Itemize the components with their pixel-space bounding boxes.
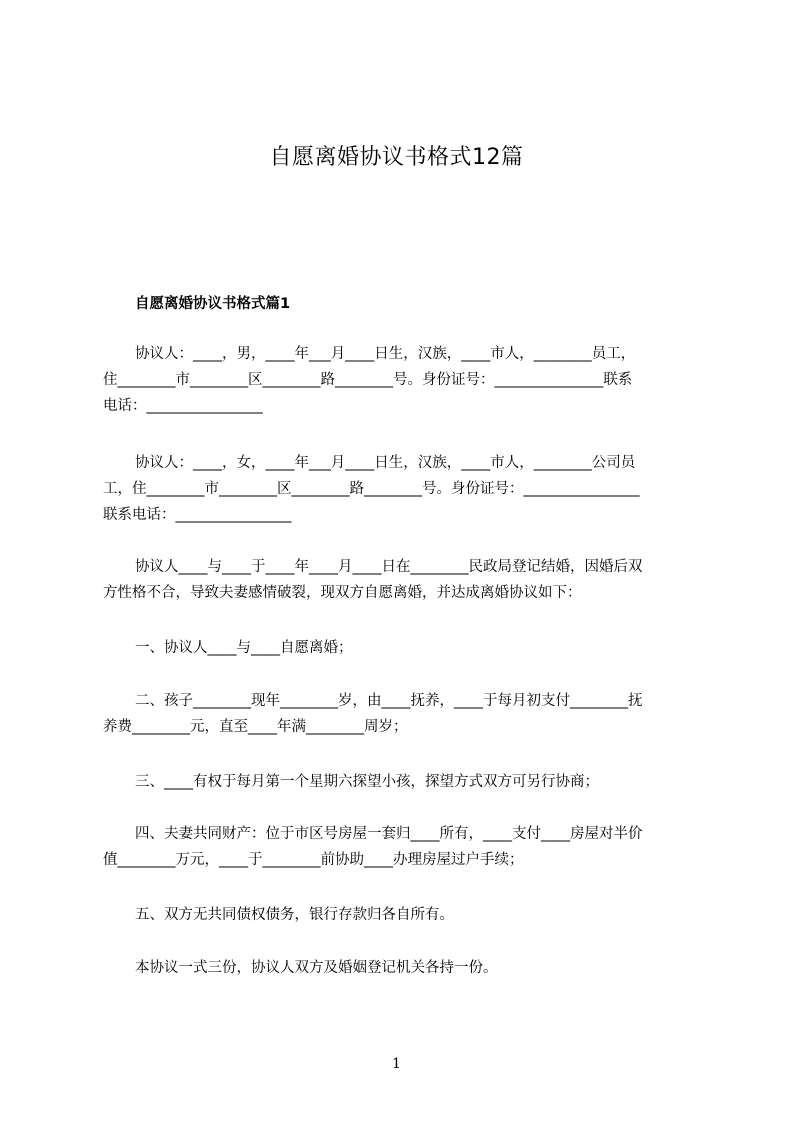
paragraph-line: 工，住________市________区________路________号。身份证号：________________ xyxy=(103,481,640,497)
paragraph-line: 五、双方无共同债权债务，银行存款归各自所有。 xyxy=(135,907,454,923)
paragraph-line: 四、夫妻共同财产：位于市区号房屋一套归____所有，____支付____房屋对半价 xyxy=(135,826,643,842)
paragraph-line: 方性格不合，导致夫妻感情破裂，现双方自愿离婚，并达成离婚协议如下： xyxy=(103,585,582,601)
paragraph-line: 值________万元，____于________前协助____办理房屋过户手续； xyxy=(103,852,524,868)
document-title: 自愿离婚协议书格式12篇 xyxy=(269,145,524,170)
paragraph-line: 协议人____与____于____年____月____日在________民政局登记结婚，因婚后双 xyxy=(135,559,643,575)
paragraph-line: 三、____有权于每月第一个星期六探望小孩，探望方式双方可另行协商； xyxy=(135,774,599,790)
clause-1 xyxy=(103,635,703,661)
party-1-paragraph xyxy=(103,341,703,419)
paragraph-line: 二、孩子________现年________岁，由____抚养，____于每月初支付________抚 xyxy=(135,693,643,709)
paragraph-line: 联系电话：________________ xyxy=(103,507,292,523)
paragraph-line: 一、协议人____与____自愿离婚； xyxy=(135,640,353,656)
clause-4 xyxy=(103,821,703,873)
clause-5 xyxy=(103,902,703,928)
marriage-paragraph xyxy=(103,554,703,606)
paragraph-line: 协议人：____，男，____年___月____日生，汉族，____市人，________员工， xyxy=(135,346,636,362)
page-number: 1 xyxy=(392,1056,401,1072)
paragraph-line: 养费________元，直至____年满________周岁； xyxy=(103,719,408,735)
paragraph-line: 电话：________________ xyxy=(103,398,263,414)
paragraph-line: 本协议一式三份，协议人双方及婚姻登记机关各持一份。 xyxy=(135,960,498,976)
clause-3 xyxy=(103,769,703,795)
closing-paragraph xyxy=(103,955,703,981)
paragraph-line: 协议人：____，女，____年___月____日生，汉族，____市人，________公司员 xyxy=(135,455,636,471)
paragraph-line: 住________市________区________路________号。身份证号：_______________联系 xyxy=(103,372,633,388)
clause-2 xyxy=(103,688,703,740)
party-2-paragraph xyxy=(103,450,703,528)
section-heading: 自愿离婚协议书格式篇1 xyxy=(135,296,291,312)
